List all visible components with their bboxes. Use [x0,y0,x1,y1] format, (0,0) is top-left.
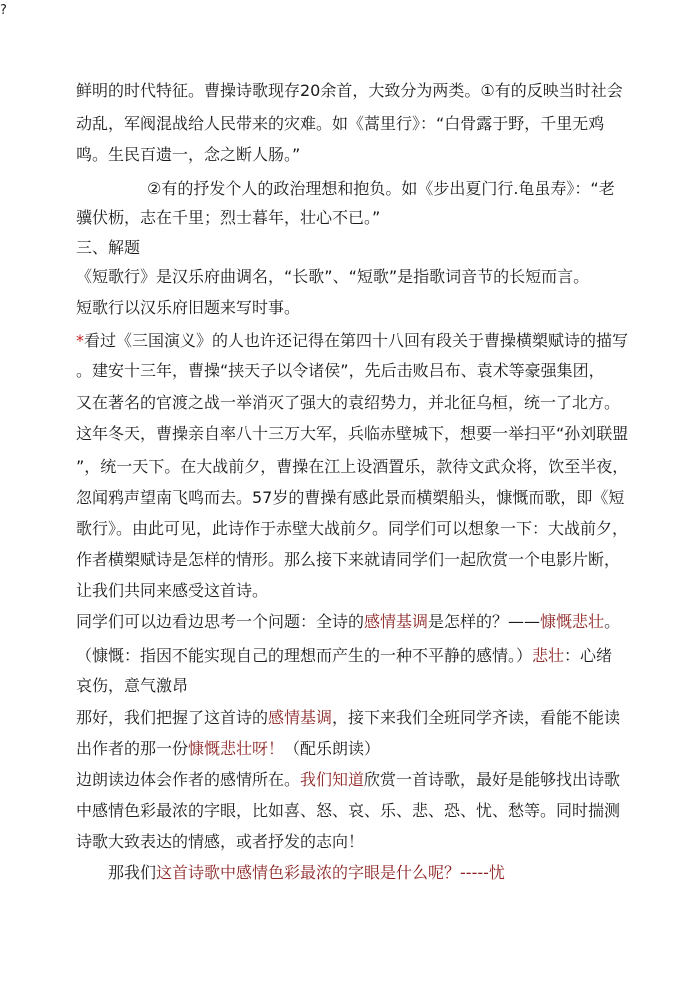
line-text: ②有的抒发个人的政治理想和抱负。如《步出夏门行.龟虽寿》：“老 [147,179,615,198]
line-text: 出作者的那一份 [76,739,189,758]
line-text: 中感情色彩最浓的字眼，比如喜、怒、哀、乐、悲、恐、忧、愁等。同时揣测 [76,801,621,820]
line-text: 又在著名的官渡之战一举消灭了强大的袁绍势力，并北征乌桓，统一了北方。 [76,393,621,412]
text-line [76,611,676,633]
text-line [76,207,676,229]
highlight-text: 感情基调 [268,708,333,727]
text-line [76,297,676,319]
text-line [76,645,676,667]
text-line [76,423,676,445]
text-line [76,518,676,540]
line-text: 歌行》。由此可见，此诗作于赤壁大战前夕。同学们可以想象一下：大战前夕， [76,519,629,538]
highlight-text: 悲壮 [532,646,565,665]
text-line [76,237,676,259]
highlight-text: 感情基调 [364,612,429,631]
line-text: 。 [604,612,621,631]
text-line [76,144,676,166]
line-text: 哀伤，意气激昂 [76,676,189,695]
line-text: 同学们可以边看边思考一个问题：全诗的 [76,612,365,631]
text-line [76,266,676,288]
line-text: 那我们 [108,863,157,882]
asterisk-mark: * [76,331,84,350]
highlight-text: 我们知道 [300,770,365,789]
line-text: 三、解题 [76,238,141,257]
text-line [76,769,676,791]
line-text: 边朗读边体会作者的感情所在。 [76,770,301,789]
highlight-text: 慷慨悲壮呀！ [188,739,285,758]
text-line [76,707,676,729]
highlight-text: 慷慨悲壮 [540,612,605,631]
line-text: 短歌行以汉乐府旧题来写时事。 [76,298,301,317]
text-line [76,487,676,509]
line-text: ：心绪 [564,646,613,665]
line-text: 。建安十三年，曹操“挟天子以令诸侯”，先后击败吕布、袁术等豪强集团， [76,361,605,380]
text-line [76,549,676,571]
line-text: 忽闻鸦声望南飞鸣而去。57岁的曹操有感此景而横槊船头，慷慨而歌，即《短 [76,488,625,507]
line-text: （配乐朗读） [284,739,381,758]
line-text: 骥伏枥，志在千里；烈士暮年，壮心不已。” [76,208,381,227]
line-text: 欣赏一首诗歌，最好是能够找出诗歌 [364,770,621,789]
highlight-text: 这首诗歌中感情色彩最浓的字眼是什么呢？-----忧 [156,863,505,882]
text-line [76,392,676,414]
line-text: 是怎样的？—— [428,612,541,631]
text-line [76,675,676,697]
text-line [76,580,676,602]
line-text: 鲜明的时代特征。曹操诗歌现存20余首，大致分为两类。①有的反映当时社会 [76,81,623,100]
line-text: ”，统一天下。在大战前夕，曹操在江上设酒置乐，款待文武众将，饮至半夜， [76,457,629,476]
line-text: 作者横槊赋诗是怎样的情形。那么接下来就请同学们一起欣赏一个电影片断， [76,550,621,569]
text-line [76,330,676,352]
line-text: 《短歌行》是汉乐府曲调名，“长歌”、“短歌”是指歌词音节的长短而言。 [76,267,590,286]
text-line [76,360,676,382]
text-line [76,738,676,760]
corner-mark: ? [0,3,7,18]
text-line [76,800,676,822]
line-text: 这年冬天，曹操亲自率八十三万大军，兵临赤壁城下，想要一举扫平“孙刘联盟 [76,424,629,443]
text-line [147,178,696,200]
line-text: 诗歌大致表达的情感，或者抒发的志向！ [76,832,365,851]
line-text: 鸣。生民百遗一，念之断人肠。” [76,145,301,164]
line-text: 让我们共同来感受这首诗。 [76,581,269,600]
line-text: （慷慨：指因不能实现自己的理想而产生的一种不平静的感情。） [76,646,533,665]
text-line [76,831,676,853]
text-line [76,80,676,102]
line-text: ，接下来我们全班同学齐读，看能不能读 [332,708,621,727]
line-text: 那好，我们把握了这首诗的 [76,708,269,727]
text-line [108,862,696,884]
text-line [76,113,676,135]
line-text: 动乱，军阀混战给人民带来的灾难。如《蒿里行》：“白骨露于野，千里无鸡 [76,114,605,133]
line-text: 看过《三国演义》的人也许还记得在第四十八回有段关于曹操横槊赋诗的描写 [84,331,629,350]
text-line [76,456,676,478]
